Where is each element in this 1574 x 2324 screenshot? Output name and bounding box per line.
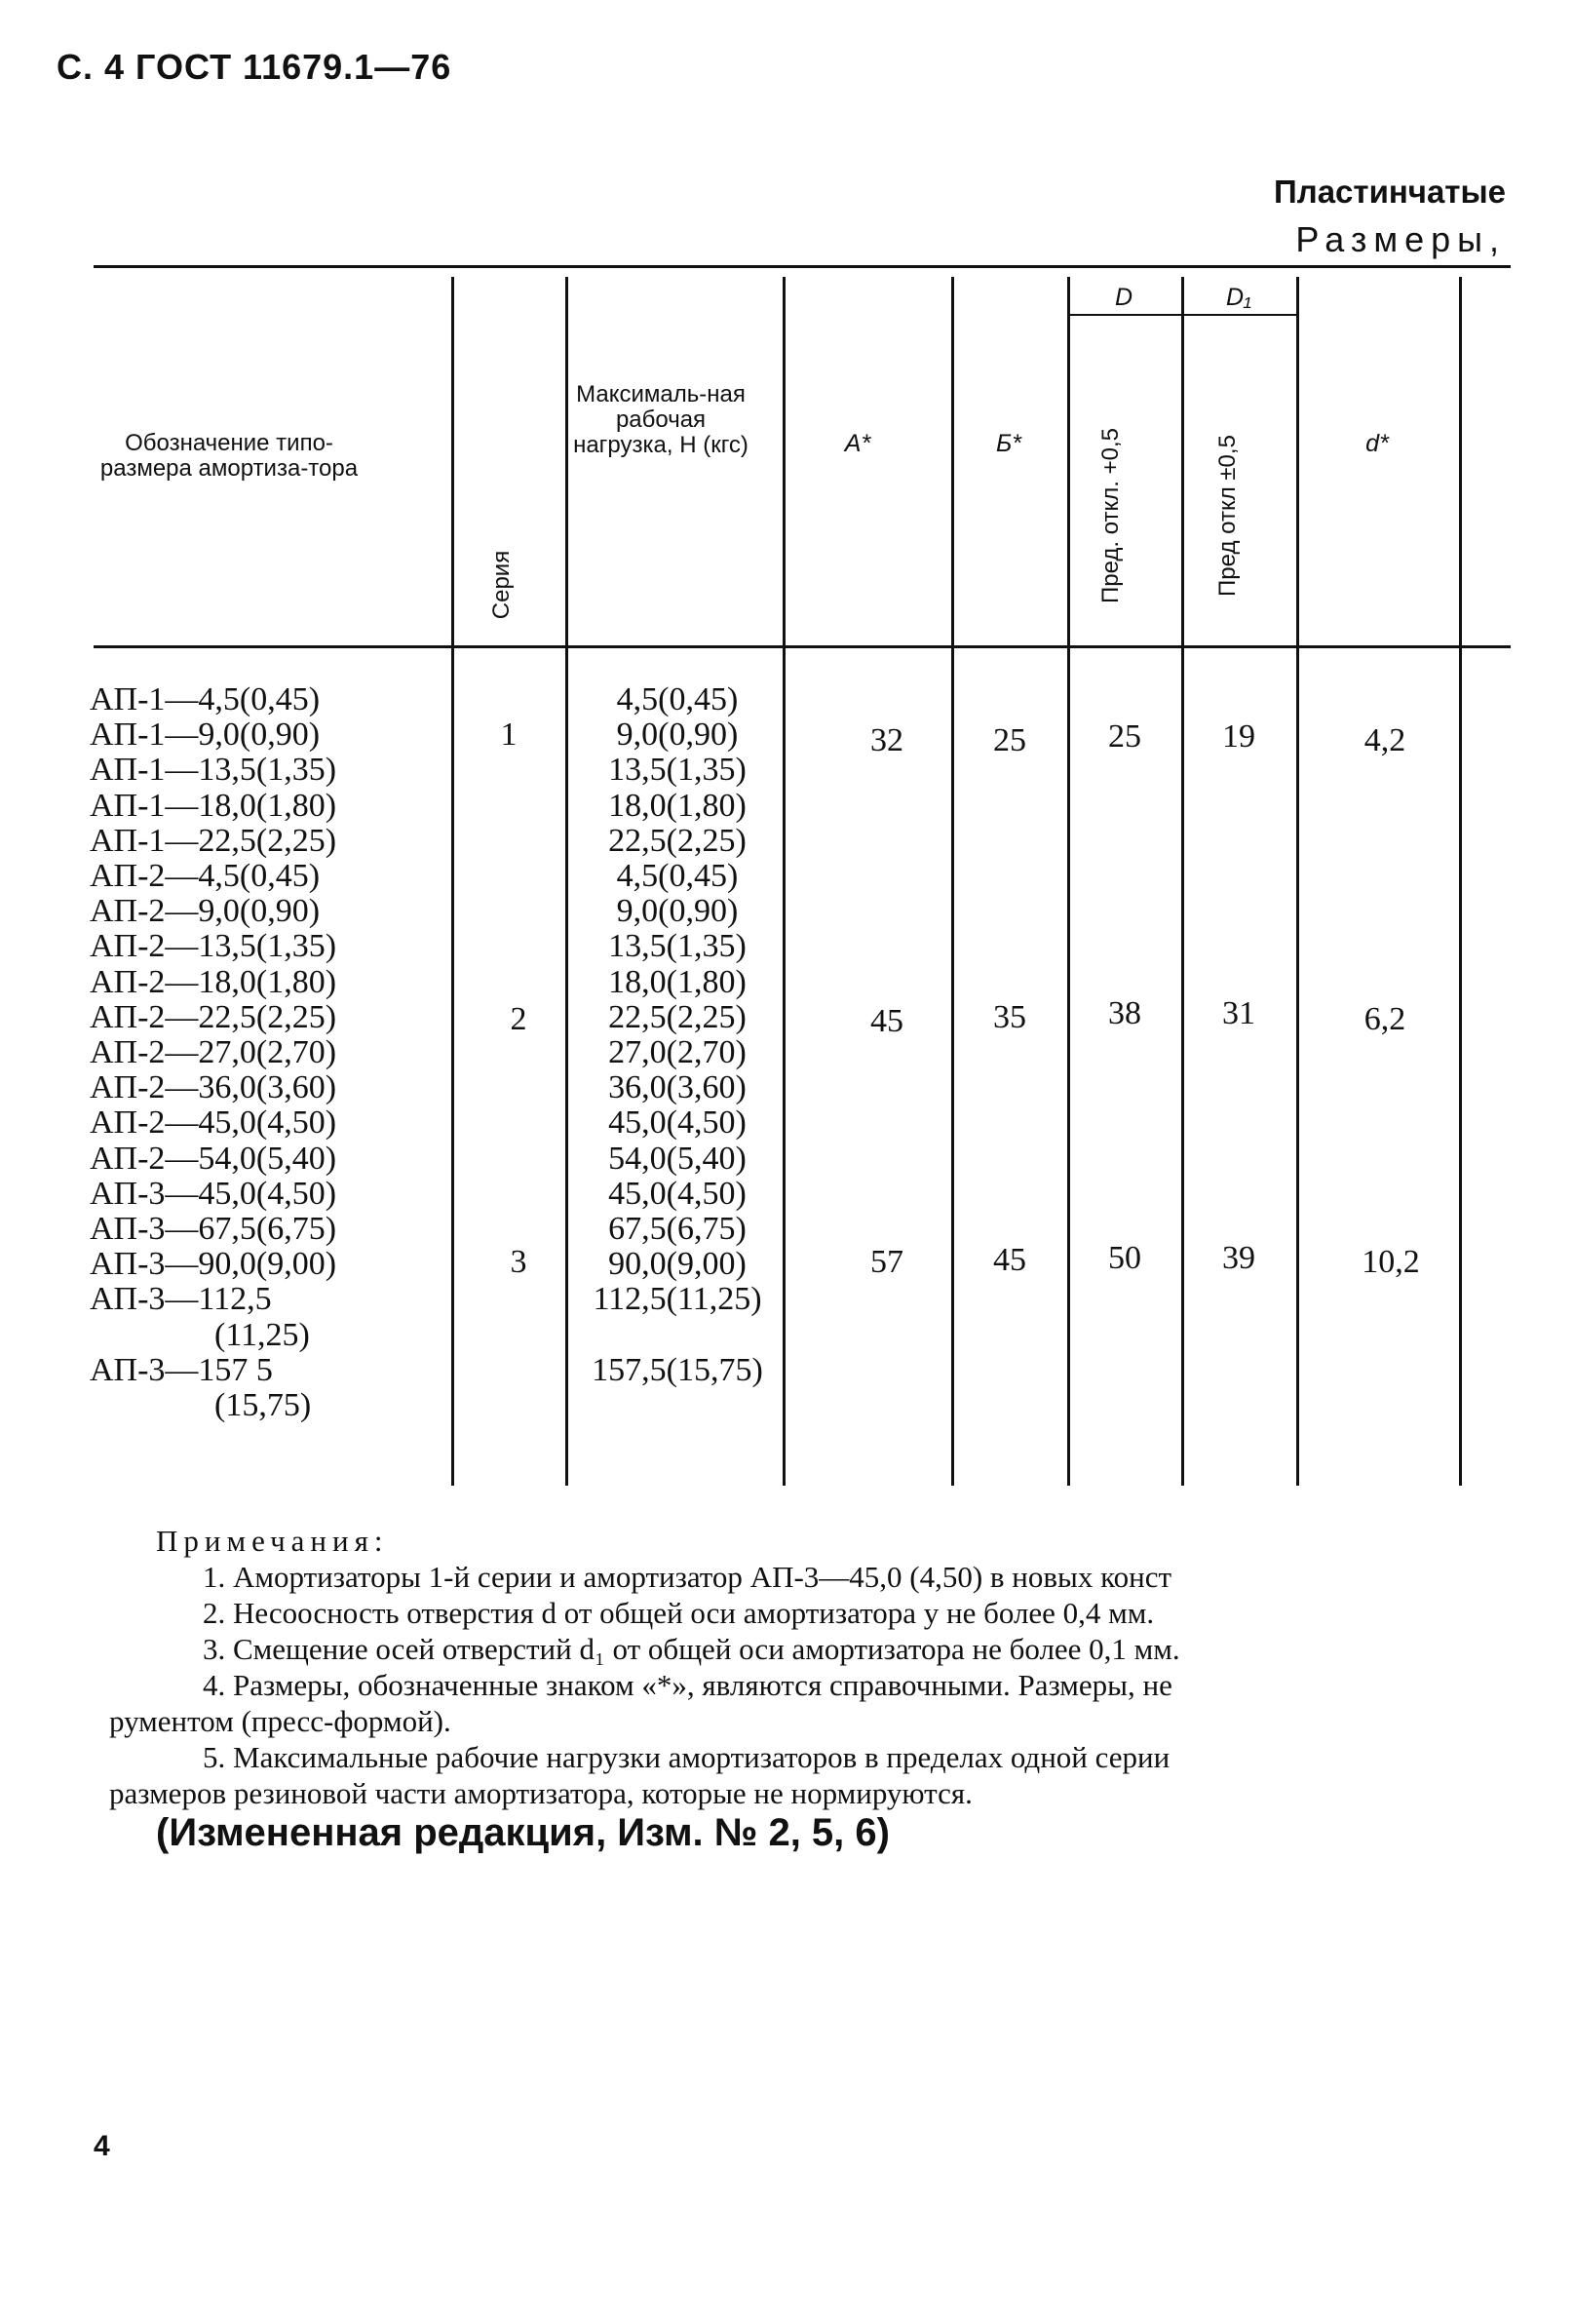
note-2: 2. Несоосность отверстия d от общей оси амортизатора y не более 0,4 мм. — [203, 1596, 1155, 1630]
designation-row: АП-3—45,0(4,50) — [90, 1175, 337, 1212]
load-row: 9,0(0,90) — [616, 893, 739, 930]
designation-row: АП-2—18,0(1,80) — [90, 963, 337, 1000]
load-row: 45,0(4,50) — [608, 1104, 747, 1142]
header-designation: Обозначение типо-размера амортиза-тора — [99, 430, 359, 482]
designation-list — [90, 682, 382, 1423]
header-small-d: d* — [1365, 430, 1389, 457]
note-3: 3. Смещение осей отверстий d₁ от общей оси амортизатора не более 0,1 мм. — [203, 1632, 1180, 1666]
designation-row: АП-2—9,0(0,90) — [90, 893, 321, 930]
group1-small-d: 4,2 — [1363, 722, 1406, 758]
group1-series: 1 — [500, 717, 518, 753]
group1-a: 32 — [870, 722, 903, 758]
col-divider — [1067, 277, 1070, 1486]
designation-row: АП-2—36,0(3,60) — [90, 1069, 337, 1106]
load-row: 157,5(15,75) — [592, 1351, 763, 1388]
page-number: 4 — [94, 2130, 110, 2162]
load-row: 9,0(0,90) — [616, 717, 739, 754]
load-list — [573, 682, 782, 1423]
group2-b: 35 — [993, 999, 1026, 1035]
col-divider — [565, 277, 568, 1486]
col-divider — [951, 277, 954, 1486]
table-top-rule — [94, 265, 1511, 268]
load-row: 90,0(9,00) — [608, 1246, 747, 1283]
table-type-title: Пластинчатые — [1274, 174, 1506, 210]
group2-a: 45 — [870, 1003, 903, 1039]
col-divider — [1296, 277, 1299, 1486]
load-row: 13,5(1,35) — [608, 928, 747, 965]
designation-row: АП-1—4,5(0,45) — [90, 681, 321, 717]
designation-row: АП-3—67,5(6,75) — [90, 1211, 337, 1248]
group2-series: 2 — [510, 1001, 527, 1037]
notes-block — [109, 1523, 1501, 1811]
note-4: 4. Размеры, обозначенные знаком «*», являются справочными. Размеры, не — [203, 1668, 1172, 1702]
col-divider — [1181, 277, 1184, 1486]
group3-series: 3 — [510, 1244, 527, 1280]
note-1: 1. Амортизаторы 1-й серии и амортизатор АП-3—45,0 (4,50) в новых конст — [203, 1560, 1171, 1594]
group1-d: 25 — [1108, 718, 1141, 755]
notes-title: Примечания: — [156, 1524, 389, 1558]
col-divider — [1459, 277, 1462, 1486]
header-a: А* — [844, 430, 871, 457]
designation-row: АП-2—13,5(1,35) — [90, 928, 337, 965]
load-row: 67,5(6,75) — [608, 1211, 747, 1248]
load-row — [573, 1318, 782, 1353]
designation-row: АП-1—18,0(1,80) — [90, 787, 337, 824]
header-d1: D₁ — [1226, 284, 1251, 311]
group3-d: 50 — [1108, 1240, 1141, 1276]
group1-b: 25 — [993, 722, 1026, 758]
designation-row: АП-2—4,5(0,45) — [90, 858, 321, 895]
page-header: С. 4 ГОСТ 11679.1—76 — [57, 47, 452, 87]
load-row: 45,0(4,50) — [608, 1175, 747, 1212]
group1-d1: 19 — [1222, 718, 1255, 755]
load-row: 18,0(1,80) — [608, 963, 747, 1000]
designation-row: АП-2—22,5(2,25) — [90, 998, 337, 1035]
designation-row: АП-3—157 5 — [90, 1351, 273, 1388]
header-d-tolerance: Пред. откл. +0,5 — [1097, 427, 1124, 604]
table-dimensions-title: Размеры, — [1295, 219, 1506, 259]
designation-row: АП-3—90,0(9,00) — [90, 1246, 337, 1283]
load-row: 18,0(1,80) — [608, 787, 747, 824]
group3-small-d: 10,2 — [1362, 1244, 1420, 1280]
group2-small-d: 6,2 — [1363, 1001, 1406, 1037]
col-divider — [783, 277, 786, 1486]
group2-d: 38 — [1108, 995, 1141, 1031]
header-b: Б* — [995, 430, 1021, 457]
group3-a: 57 — [870, 1244, 903, 1280]
load-row: 54,0(5,40) — [608, 1140, 747, 1177]
group2-d1: 31 — [1222, 995, 1255, 1031]
designation-row: АП-2—27,0(2,70) — [90, 1034, 337, 1071]
load-row: 4,5(0,45) — [616, 681, 739, 717]
designation-row: АП-2—45,0(4,50) — [90, 1104, 337, 1142]
note-4-cont: рументом (пресс-формой). — [109, 1704, 451, 1738]
designation-row-cont: (15,75) — [214, 1387, 312, 1424]
note-5-cont: размеров резиновой части амортизатора, которые не нормируются. — [109, 1776, 973, 1810]
group3-b: 45 — [993, 1242, 1026, 1278]
designation-row: АП-1—9,0(0,90) — [90, 717, 321, 754]
header-max-load: Максималь-ная рабочая нагрузка, Н (кгс) — [573, 381, 749, 458]
load-row: 27,0(2,70) — [608, 1034, 747, 1071]
designation-row: АП-3—112,5 — [90, 1281, 272, 1318]
designation-row: АП-2—54,0(5,40) — [90, 1140, 337, 1177]
group3-d1: 39 — [1222, 1240, 1255, 1276]
designation-row-cont: (11,25) — [214, 1316, 310, 1353]
load-row: 112,5(11,25) — [593, 1281, 762, 1318]
header-series: Серия — [488, 550, 515, 620]
header-d1-tolerance: Пред откл ±0,5 — [1214, 435, 1241, 597]
load-row: 13,5(1,35) — [608, 752, 747, 789]
header-d: D — [1114, 284, 1133, 311]
load-row: 22,5(2,25) — [608, 998, 747, 1035]
load-row — [573, 1388, 782, 1423]
designation-row: АП-1—22,5(2,25) — [90, 822, 337, 859]
load-row: 36,0(3,60) — [608, 1069, 747, 1106]
designation-row: АП-1—13,5(1,35) — [90, 752, 337, 789]
load-row: 22,5(2,25) — [608, 822, 747, 859]
col-divider — [451, 277, 454, 1486]
load-row: 4,5(0,45) — [616, 858, 739, 895]
note-5: 5. Максимальные рабочие нагрузки амортизаторов в пределах одной серии — [203, 1740, 1171, 1774]
amendment-note: (Измененная редакция, Изм. № 2, 5, 6) — [156, 1811, 890, 1854]
